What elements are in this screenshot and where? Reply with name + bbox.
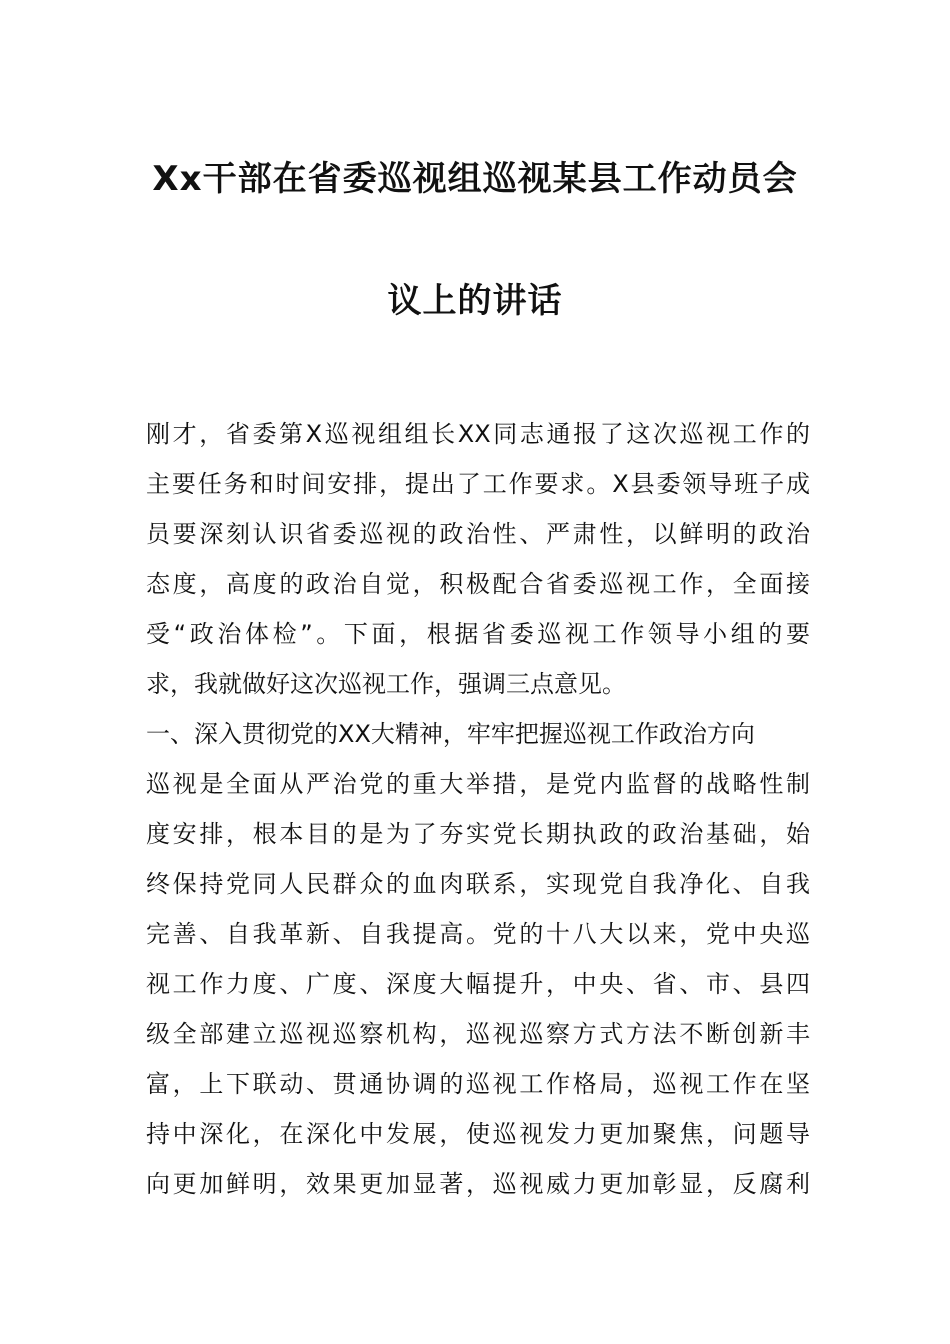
body-line: 刚才，省委第X巡视组组长XX同志通报了这次巡视工作的 <box>146 420 810 448</box>
body-line: 富，上下联动、贯通协调的巡视工作格局，巡视工作在坚 <box>146 1070 810 1098</box>
body-line: 完善、自我革新、自我提高。党的十八大以来，党中央巡 <box>146 920 810 948</box>
body-line: 视工作力度、广度、深度大幅提升，中央、省、市、县四 <box>146 970 810 998</box>
section-heading: 一、深入贯彻党的XX大精神，牢牢把握巡视工作政治方向 <box>146 720 755 748</box>
document-title-line-1: Xx干部在省委巡视组巡视某县工作动员会 <box>152 159 798 199</box>
document-body <box>146 409 810 1209</box>
body-line: 受“政治体检”。下面，根据省委巡视工作领导小组的要 <box>146 620 810 648</box>
body-line: 级全部建立巡视巡察机构，巡视巡察方式方法不断创新丰 <box>146 1020 810 1048</box>
body-line: 持中深化，在深化中发展，使巡视发力更加聚焦，问题导 <box>146 1120 810 1148</box>
body-line: 员要深刻认识省委巡视的政治性、严肃性，以鲜明的政治 <box>146 520 810 548</box>
document-title-line-2: 议上的讲话 <box>387 281 563 321</box>
body-line: 向更加鲜明，效果更加显著，巡视威力更加彰显，反腐利 <box>146 1170 810 1198</box>
body-line: 态度，高度的政治自觉，积极配合省委巡视工作，全面接 <box>146 570 810 598</box>
body-line: 求，我就做好这次巡视工作，强调三点意见。 <box>146 670 626 698</box>
body-line: 巡视是全面从严治党的重大举措，是党内监督的战略性制 <box>146 770 810 798</box>
body-line: 终保持党同人民群众的血肉联系，实现党自我净化、自我 <box>146 870 810 898</box>
body-line: 主要任务和时间安排，提出了工作要求。X县委领导班子成 <box>146 470 810 498</box>
body-line: 度安排，根本目的是为了夯实党长期执政的政治基础，始 <box>146 820 810 848</box>
